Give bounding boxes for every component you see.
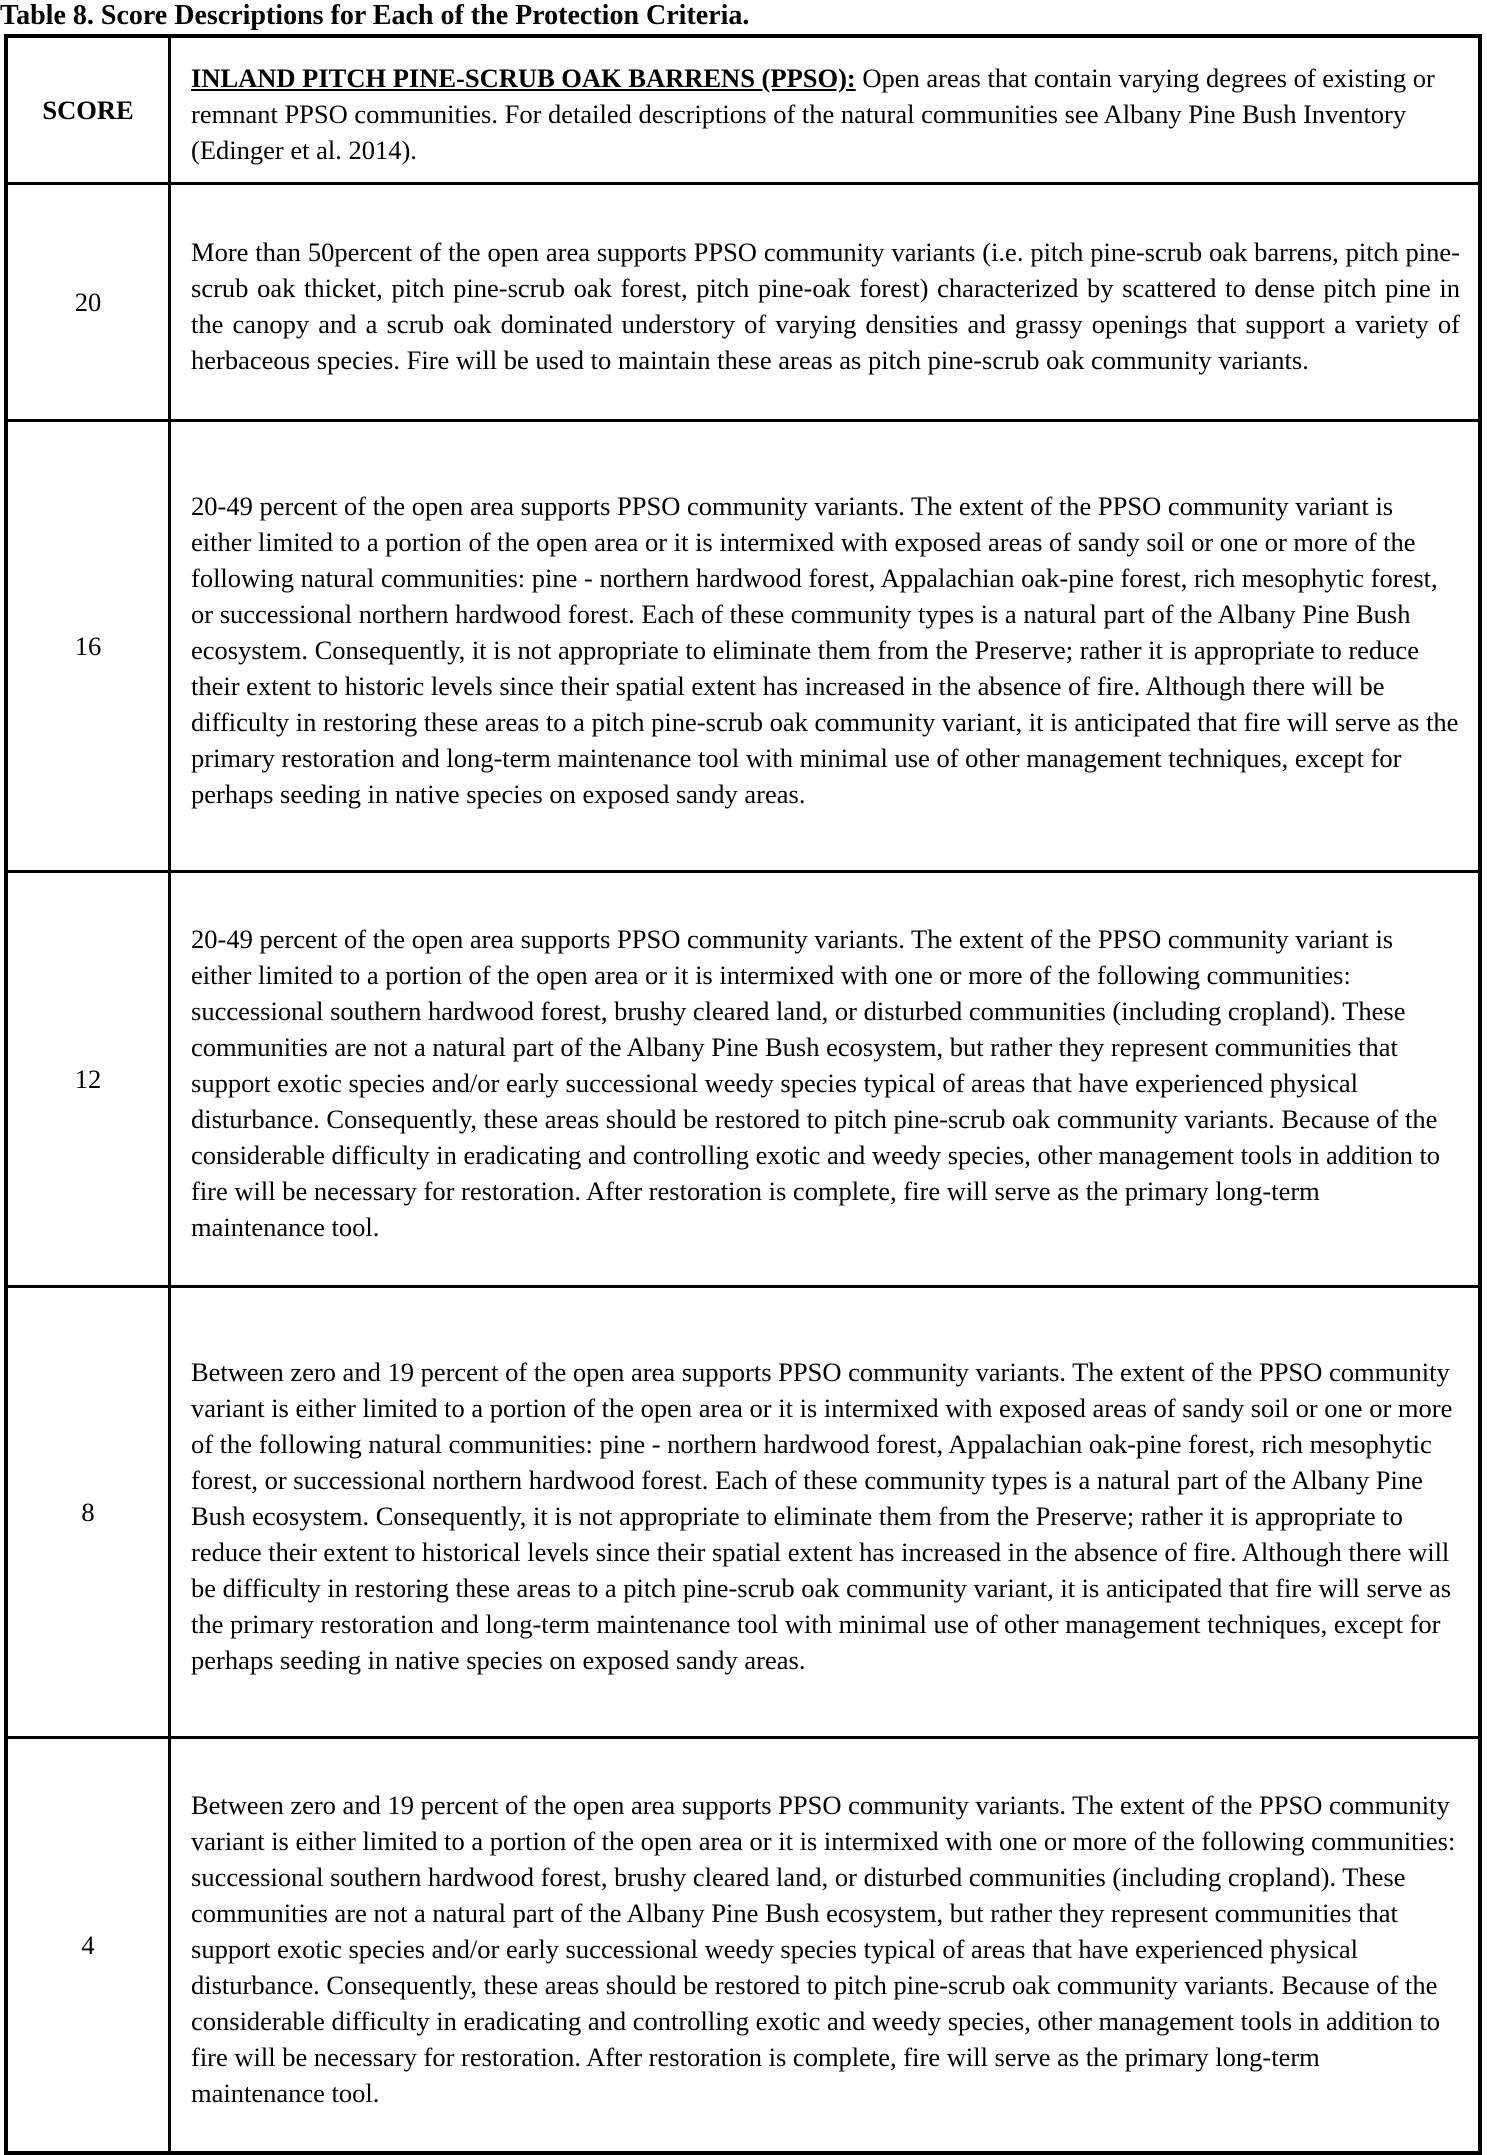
table-header-row [6,36,1480,184]
score-cell: 20 [6,184,170,421]
table-row [6,1738,1480,2154]
table-row [6,1287,1480,1738]
description-cell: Between zero and 19 percent of the open area supports PPSO community variants. The extent of the PPSO community variant is either limited to a portion of the open area or it is intermixed with one or more of the following communities: successional southern hardwood forest, brushy cleared land, or disturbed communities (including cropland). These communities are not a natural part of the Albany Pine Bush ecosystem, but rather they represent communities that support exotic species and/or early successional weedy species typical of areas that have experienced physical disturbance. Consequently, these areas should be restored to pitch pine-scrub oak community variants. Because of the considerable difficulty in eradicating and controlling exotic and weedy species, other management tools in addition to fire will be necessary for restoration. After restoration is complete, fire will serve as the primary long-term maintenance tool. [170,1738,1481,2154]
table-caption: Table 8. Score Descriptions for Each of the Protection Criteria. [0,0,750,31]
description-cell: Between zero and 19 percent of the open area supports PPSO community variants. The extent of the PPSO community variant is either limited to a portion of the open area or it is intermixed with exposed areas of sandy soil or one or more of the following natural communities: pine - northern hardwood forest, Appalachian oak-pine forest, rich mesophytic forest, or successional northern hardwood forest. Each of these community types is a natural part of the Albany Pine Bush ecosystem. Consequently, it is not appropriate to eliminate them from the Preserve; rather it is appropriate to reduce their extent to historical levels since their spatial extent has increased in the absence of fire. Although there will be difficulty in restoring these areas to a pitch pine-scrub oak community variant, it is anticipated that fire will serve as the primary restoration and long-term maintenance tool with minimal use of other management techniques, except for perhaps seeding in native species on exposed sandy areas. [170,1287,1481,1738]
community-title: INLAND PITCH PINE-SCRUB OAK BARRENS (PPSO): [191,63,856,93]
score-descriptions-table [4,34,1482,2155]
table-row [6,872,1480,1287]
score-cell: 16 [6,421,170,872]
score-cell: 12 [6,872,170,1287]
description-cell: More than 50percent of the open area supports PPSO community variants (i.e. pitch pine-scrub oak barrens, pitch pine-scrub oak thicket, pitch pine-scrub oak forest, pitch pine-oak forest) characterized by scattered to dense pitch pine in the canopy and a scrub oak dominated understory of varying densities and grassy openings that support a variety of herbaceous species. Fire will be used to maintain these areas as pitch pine-scrub oak community variants. [170,184,1481,421]
score-cell: 8 [6,1287,170,1738]
table-row [6,184,1480,421]
table-row [6,421,1480,872]
description-cell: 20-49 percent of the open area supports PPSO community variants. The extent of the PPSO community variant is either limited to a portion of the open area or it is intermixed with one or more of the following communities: successional southern hardwood forest, brushy cleared land, or disturbed communities (including cropland). These communities are not a natural part of the Albany Pine Bush ecosystem, but rather they represent communities that support exotic species and/or early successional weedy species typical of areas that have experienced physical disturbance. Consequently, these areas should be restored to pitch pine-scrub oak community variants. Because of the considerable difficulty in eradicating and controlling exotic and weedy species, other management tools in addition to fire will be necessary for restoration. After restoration is complete, fire will serve as the primary long-term maintenance tool. [170,872,1481,1287]
community-description: Open areas that contain varying degrees of existing or remnant PPSO communities. For detailed descriptions of the natural communities see Albany Pine Bush Inventory (Edinger et al. 2014). [191,63,1435,165]
description-column-header [170,36,1481,184]
score-column-header: SCORE [6,36,170,184]
description-cell: 20-49 percent of the open area supports PPSO community variants. The extent of the PPSO community variant is either limited to a portion of the open area or it is intermixed with exposed areas of sandy soil or one or more of the following natural communities: pine - northern hardwood forest, Appalachian oak-pine forest, rich mesophytic forest, or successional northern hardwood forest. Each of these community types is a natural part of the Albany Pine Bush ecosystem. Consequently, it is not appropriate to eliminate them from the Preserve; rather it is appropriate to reduce their extent to historic levels since their spatial extent has increased in the absence of fire. Although there will be difficulty in restoring these areas to a pitch pine-scrub oak community variant, it is anticipated that fire will serve as the primary restoration and long-term maintenance tool with minimal use of other management techniques, except for perhaps seeding in native species on exposed sandy areas. [170,421,1481,872]
score-cell: 4 [6,1738,170,2154]
